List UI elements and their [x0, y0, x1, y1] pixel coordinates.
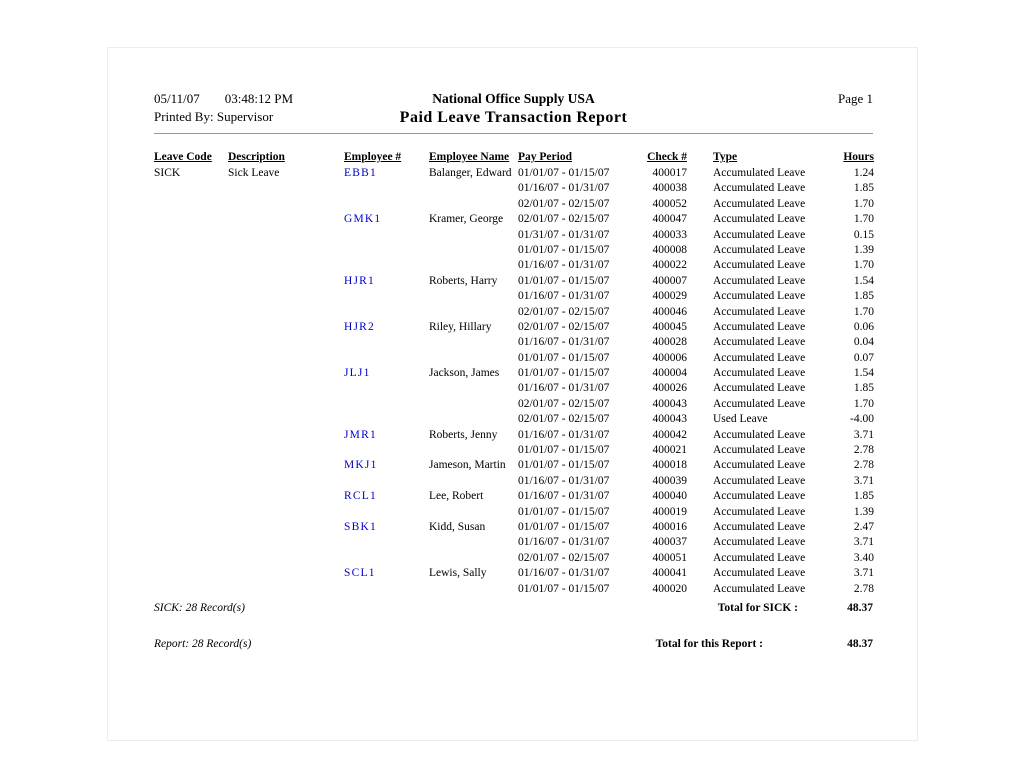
- group-total-value: 48.37: [847, 601, 873, 614]
- cell-pay-period: 01/01/07 - 01/15/07: [518, 444, 610, 457]
- cell-leave-code: [154, 243, 228, 258]
- cell-description: [228, 258, 344, 273]
- column-header-hours: Hours: [843, 151, 874, 163]
- cell-leave-code: [154, 258, 228, 273]
- cell-hours: 0.07: [853, 351, 874, 364]
- cell-type: Accumulated Leave: [713, 336, 806, 349]
- cell-description: [228, 489, 344, 504]
- cell-check-number: 400017: [652, 167, 687, 179]
- cell-description: [228, 474, 344, 489]
- cell-hours: 0.04: [853, 336, 874, 349]
- cell-hours: -4.00: [850, 413, 874, 426]
- cell-leave-code: [154, 412, 228, 427]
- cell-description: [228, 335, 344, 350]
- cell-hours: 1.70: [853, 197, 874, 210]
- cell-check-number: 400043: [652, 397, 687, 410]
- cell-hours: 3.71: [853, 474, 874, 487]
- cell-hours: 3.71: [853, 567, 874, 580]
- cell-employee-name: Kramer, George: [429, 213, 504, 226]
- cell-leave-code: [154, 582, 228, 597]
- cell-employee-name: Lewis, Sally: [429, 567, 487, 580]
- table-row: [154, 305, 873, 320]
- cell-leave-code: [154, 443, 228, 458]
- employee-id-link: [344, 351, 429, 366]
- table-row: [154, 412, 873, 427]
- cell-type: Accumulated Leave: [713, 520, 806, 533]
- cell-check-number: 400043: [652, 413, 687, 426]
- cell-description: [228, 458, 344, 473]
- cell-hours: 0.06: [853, 320, 874, 333]
- cell-employee-name: [429, 582, 518, 597]
- cell-hours: 1.39: [853, 243, 874, 256]
- cell-check-number: 400038: [652, 182, 687, 195]
- report-record-count: Report: 28 Record(s): [154, 637, 252, 650]
- employee-id-link: [344, 197, 429, 212]
- table-row: [154, 428, 873, 443]
- employee-id-link: [344, 258, 429, 273]
- cell-pay-period: 02/01/07 - 02/15/07: [518, 413, 610, 426]
- cell-type: Accumulated Leave: [713, 490, 806, 503]
- cell-type: Accumulated Leave: [713, 259, 806, 272]
- cell-type: Accumulated Leave: [713, 274, 806, 287]
- cell-description: [228, 320, 344, 335]
- employee-id-link: [344, 335, 429, 350]
- cell-description: [228, 582, 344, 597]
- table-row: [154, 381, 873, 396]
- cell-employee-name: Balanger, Edward: [429, 167, 512, 179]
- cell-leave-code: [154, 535, 228, 550]
- cell-type: Accumulated Leave: [713, 551, 806, 564]
- cell-type: Used Leave: [713, 413, 768, 426]
- cell-pay-period: 02/01/07 - 02/15/07: [518, 305, 610, 318]
- cell-check-number: 400040: [652, 490, 687, 503]
- cell-leave-code: [154, 551, 228, 566]
- group-summary-row: [154, 601, 873, 616]
- cell-leave-code: [154, 520, 228, 535]
- cell-employee-name: [429, 181, 518, 196]
- cell-leave-code: [154, 351, 228, 366]
- cell-employee-name: [429, 228, 518, 243]
- cell-type: Accumulated Leave: [713, 474, 806, 487]
- cell-check-number: 400045: [652, 320, 687, 333]
- cell-employee-name: [429, 289, 518, 304]
- cell-pay-period: 01/16/07 - 01/31/07: [518, 428, 610, 441]
- table-row: [154, 212, 873, 227]
- company-name: National Office Supply USA: [432, 91, 595, 106]
- cell-check-number: 400018: [652, 459, 687, 472]
- cell-pay-period: 01/01/07 - 01/15/07: [518, 505, 610, 518]
- cell-employee-name: [429, 412, 518, 427]
- cell-employee-name: Riley, Hillary: [429, 320, 492, 333]
- cell-description: [228, 366, 344, 381]
- cell-type: Accumulated Leave: [713, 243, 806, 256]
- cell-type: Accumulated Leave: [713, 536, 806, 549]
- cell-description: [228, 181, 344, 196]
- cell-employee-name: [429, 305, 518, 320]
- cell-pay-period: 02/01/07 - 02/15/07: [518, 397, 610, 410]
- cell-description: [228, 228, 344, 243]
- cell-check-number: 400006: [652, 351, 687, 364]
- report-page: [107, 47, 918, 741]
- table-body: [154, 166, 873, 597]
- cell-type: Accumulated Leave: [713, 305, 806, 318]
- employee-id-link: [344, 243, 429, 258]
- cell-pay-period: 01/16/07 - 01/31/07: [518, 336, 610, 349]
- cell-check-number: 400052: [652, 197, 687, 210]
- report-summary-row: [154, 637, 873, 652]
- cell-pay-period: 01/01/07 - 01/15/07: [518, 243, 610, 256]
- cell-employee-name: [429, 258, 518, 273]
- cell-check-number: 400033: [652, 228, 687, 241]
- cell-employee-name: [429, 443, 518, 458]
- cell-check-number: 400026: [652, 382, 687, 395]
- cell-hours: 1.85: [853, 290, 874, 303]
- cell-hours: 1.54: [853, 274, 874, 287]
- employee-id-link: [344, 535, 429, 550]
- cell-description: [228, 305, 344, 320]
- cell-employee-name: [429, 381, 518, 396]
- report-title: Paid Leave Transaction Report: [399, 109, 628, 126]
- table-row: [154, 166, 873, 181]
- employee-id-link[interactable]: JLJ1: [344, 367, 371, 380]
- cell-leave-code: [154, 212, 228, 227]
- cell-hours: 1.85: [853, 382, 874, 395]
- cell-leave-code: [154, 458, 228, 473]
- cell-description: [228, 274, 344, 289]
- report-total-value: 48.37: [847, 637, 873, 650]
- cell-hours: 1.39: [853, 505, 874, 518]
- cell-hours: 2.78: [853, 582, 874, 595]
- cell-pay-period: 01/16/07 - 01/31/07: [518, 567, 610, 580]
- cell-type: Accumulated Leave: [713, 397, 806, 410]
- cell-description: [228, 428, 344, 443]
- cell-description: [228, 566, 344, 581]
- cell-leave-code: [154, 381, 228, 396]
- cell-check-number: 400037: [652, 536, 687, 549]
- cell-employee-name: [429, 474, 518, 489]
- employee-id-link: [344, 289, 429, 304]
- cell-check-number: 400047: [652, 213, 687, 226]
- cell-check-number: 400029: [652, 290, 687, 303]
- report-time: 03:48:12 PM: [224, 91, 294, 106]
- report-total-label: Total for this Report :: [655, 637, 763, 650]
- cell-pay-period: 02/01/07 - 02/15/07: [518, 197, 610, 210]
- header-divider: [154, 133, 873, 134]
- cell-pay-period: 02/01/07 - 02/15/07: [518, 213, 610, 226]
- table-row: [154, 551, 873, 566]
- printed-by: Printed By: Supervisor: [154, 109, 274, 124]
- employee-id-link: [344, 474, 429, 489]
- table-row: [154, 197, 873, 212]
- cell-check-number: 400039: [652, 474, 687, 487]
- cell-leave-code: [154, 181, 228, 196]
- cell-type: Accumulated Leave: [713, 228, 806, 241]
- cell-pay-period: 01/01/07 - 01/15/07: [518, 167, 610, 179]
- cell-employee-name: Roberts, Jenny: [429, 428, 498, 441]
- cell-type: Accumulated Leave: [713, 167, 806, 179]
- table-row: [154, 243, 873, 258]
- column-header-type: Type: [713, 151, 738, 163]
- cell-leave-code: [154, 474, 228, 489]
- cell-leave-code: [154, 320, 228, 335]
- cell-leave-code: [154, 335, 228, 350]
- employee-id-link: [344, 181, 429, 196]
- cell-check-number: 400041: [652, 567, 687, 580]
- cell-leave-code: [154, 366, 228, 381]
- cell-description: [228, 243, 344, 258]
- cell-pay-period: 01/01/07 - 01/15/07: [518, 274, 610, 287]
- cell-leave-code: [154, 289, 228, 304]
- table-row: [154, 397, 873, 412]
- cell-pay-period: 02/01/07 - 02/15/07: [518, 551, 610, 564]
- cell-pay-period: 01/16/07 - 01/31/07: [518, 536, 610, 549]
- cell-hours: 1.70: [853, 397, 874, 410]
- cell-employee-name: [429, 505, 518, 520]
- table-row: [154, 474, 873, 489]
- cell-description: [228, 551, 344, 566]
- table-row: [154, 289, 873, 304]
- cell-check-number: 400019: [652, 505, 687, 518]
- cell-hours: 1.85: [853, 182, 874, 195]
- cell-hours: 0.15: [853, 228, 874, 241]
- cell-type: Accumulated Leave: [713, 367, 806, 380]
- table-row: [154, 274, 873, 289]
- cell-hours: 3.40: [853, 551, 874, 564]
- report-header-line1: [154, 91, 873, 107]
- report-date: 05/11/07: [154, 91, 200, 106]
- cell-pay-period: 01/16/07 - 01/31/07: [518, 490, 610, 503]
- cell-pay-period: 01/16/07 - 01/31/07: [518, 259, 610, 272]
- table-row: [154, 258, 873, 273]
- column-header-leave-code: Leave Code: [154, 151, 212, 163]
- cell-leave-code: [154, 305, 228, 320]
- cell-check-number: 400021: [652, 444, 687, 457]
- cell-pay-period: 01/01/07 - 01/15/07: [518, 459, 610, 472]
- cell-description: Sick Leave: [228, 167, 280, 179]
- cell-pay-period: 02/01/07 - 02/15/07: [518, 320, 610, 333]
- cell-type: Accumulated Leave: [713, 582, 806, 595]
- column-header-description: Description: [228, 151, 285, 163]
- cell-hours: 3.71: [853, 536, 874, 549]
- table-row: [154, 520, 873, 535]
- employee-id-link[interactable]: HJR2: [344, 320, 376, 333]
- column-header-check-number: Check #: [647, 151, 687, 163]
- cell-leave-code: [154, 228, 228, 243]
- cell-hours: 2.78: [853, 444, 874, 457]
- table-row: [154, 489, 873, 504]
- column-header-employee-name: Employee Name: [429, 151, 510, 163]
- page-number: Page 1: [837, 91, 873, 106]
- cell-type: Accumulated Leave: [713, 320, 806, 333]
- cell-description: [228, 212, 344, 227]
- employee-id-link[interactable]: GMK1: [344, 213, 382, 226]
- cell-description: [228, 351, 344, 366]
- cell-type: Accumulated Leave: [713, 351, 806, 364]
- table-row: [154, 181, 873, 196]
- table-row: [154, 535, 873, 550]
- table-header-row: [154, 150, 873, 166]
- cell-employee-name: [429, 197, 518, 212]
- cell-type: Accumulated Leave: [713, 444, 806, 457]
- cell-description: [228, 505, 344, 520]
- employee-id-link[interactable]: JMR1: [344, 428, 377, 441]
- cell-leave-code: [154, 428, 228, 443]
- table-row: [154, 320, 873, 335]
- group-total-label: Total for SICK :: [717, 601, 798, 614]
- cell-type: Accumulated Leave: [713, 382, 806, 395]
- cell-pay-period: 01/01/07 - 01/15/07: [518, 351, 610, 364]
- cell-hours: 3.71: [853, 428, 874, 441]
- cell-description: [228, 197, 344, 212]
- cell-employee-name: Jameson, Martin: [429, 459, 506, 472]
- cell-type: Accumulated Leave: [713, 459, 806, 472]
- cell-check-number: 400020: [652, 582, 687, 595]
- cell-type: Accumulated Leave: [713, 182, 806, 195]
- table-row: [154, 458, 873, 473]
- cell-employee-name: Lee, Robert: [429, 490, 484, 503]
- cell-leave-code: [154, 566, 228, 581]
- cell-description: [228, 443, 344, 458]
- employee-id-link: [344, 397, 429, 412]
- cell-description: [228, 289, 344, 304]
- table-row: [154, 366, 873, 381]
- cell-pay-period: 01/01/07 - 01/15/07: [518, 582, 610, 595]
- employee-id-link[interactable]: MKJ1: [344, 459, 378, 472]
- cell-hours: 1.70: [853, 213, 874, 226]
- cell-pay-period: 01/16/07 - 01/31/07: [518, 474, 610, 487]
- cell-check-number: 400004: [652, 367, 687, 380]
- cell-type: Accumulated Leave: [713, 505, 806, 518]
- cell-description: [228, 520, 344, 535]
- cell-check-number: 400046: [652, 305, 687, 318]
- cell-pay-period: 01/16/07 - 01/31/07: [518, 290, 610, 303]
- cell-hours: 1.54: [853, 367, 874, 380]
- employee-id-link[interactable]: HJR1: [344, 274, 376, 287]
- cell-hours: 1.70: [853, 259, 874, 272]
- cell-check-number: 400051: [652, 551, 687, 564]
- cell-description: [228, 397, 344, 412]
- cell-description: [228, 412, 344, 427]
- employee-id-link[interactable]: RCL1: [344, 490, 377, 503]
- cell-leave-code: [154, 197, 228, 212]
- cell-type: Accumulated Leave: [713, 213, 806, 226]
- cell-pay-period: 01/31/07 - 01/31/07: [518, 228, 610, 241]
- cell-check-number: 400028: [652, 336, 687, 349]
- cell-employee-name: Jackson, James: [429, 367, 500, 380]
- cell-employee-name: [429, 335, 518, 350]
- column-header-pay-period: Pay Period: [518, 151, 572, 163]
- employee-id-link: [344, 443, 429, 458]
- cell-leave-code: [154, 397, 228, 412]
- cell-employee-name: [429, 351, 518, 366]
- employee-id-link: [344, 551, 429, 566]
- cell-hours: 2.78: [853, 459, 874, 472]
- cell-type: Accumulated Leave: [713, 197, 806, 210]
- table-row: [154, 443, 873, 458]
- cell-leave-code: [154, 489, 228, 504]
- table-row: [154, 228, 873, 243]
- cell-check-number: 400042: [652, 428, 687, 441]
- table-row: [154, 351, 873, 366]
- cell-employee-name: [429, 551, 518, 566]
- cell-employee-name: Roberts, Harry: [429, 274, 498, 287]
- cell-check-number: 400008: [652, 243, 687, 256]
- employee-id-link[interactable]: SCL1: [344, 567, 376, 580]
- employee-id-link: [344, 305, 429, 320]
- employee-id-link: [344, 228, 429, 243]
- cell-type: Accumulated Leave: [713, 290, 806, 303]
- cell-pay-period: 01/01/07 - 01/15/07: [518, 367, 610, 380]
- cell-pay-period: 01/16/07 - 01/31/07: [518, 182, 610, 195]
- employee-id-link: [344, 582, 429, 597]
- cell-description: [228, 535, 344, 550]
- table-row: [154, 566, 873, 581]
- cell-check-number: 400022: [652, 259, 687, 272]
- cell-hours: 2.47: [853, 520, 874, 533]
- employee-id-link[interactable]: SBK1: [344, 520, 377, 533]
- cell-description: [228, 381, 344, 396]
- cell-employee-name: [429, 243, 518, 258]
- cell-employee-name: [429, 397, 518, 412]
- cell-check-number: 400007: [652, 274, 687, 287]
- cell-hours: 1.24: [853, 167, 874, 179]
- cell-check-number: 400016: [652, 520, 687, 533]
- table-row: [154, 505, 873, 520]
- table-row: [154, 582, 873, 597]
- cell-leave-code: SICK: [154, 167, 181, 179]
- cell-hours: 1.70: [853, 305, 874, 318]
- cell-hours: 1.85: [853, 490, 874, 503]
- column-header-employee-id: Employee #: [344, 151, 402, 163]
- employee-id-link: [344, 505, 429, 520]
- table-row: [154, 335, 873, 350]
- cell-type: Accumulated Leave: [713, 428, 806, 441]
- employee-id-link: [344, 381, 429, 396]
- employee-id-link: [344, 412, 429, 427]
- report-header-line2: [154, 109, 873, 128]
- cell-pay-period: 01/16/07 - 01/31/07: [518, 382, 610, 395]
- cell-employee-name: Kidd, Susan: [429, 520, 486, 533]
- cell-employee-name: [429, 535, 518, 550]
- group-record-count: SICK: 28 Record(s): [154, 601, 245, 614]
- cell-type: Accumulated Leave: [713, 567, 806, 580]
- employee-id-link[interactable]: EBB1: [344, 167, 377, 179]
- cell-leave-code: [154, 274, 228, 289]
- cell-leave-code: [154, 505, 228, 520]
- cell-pay-period: 01/01/07 - 01/15/07: [518, 520, 610, 533]
